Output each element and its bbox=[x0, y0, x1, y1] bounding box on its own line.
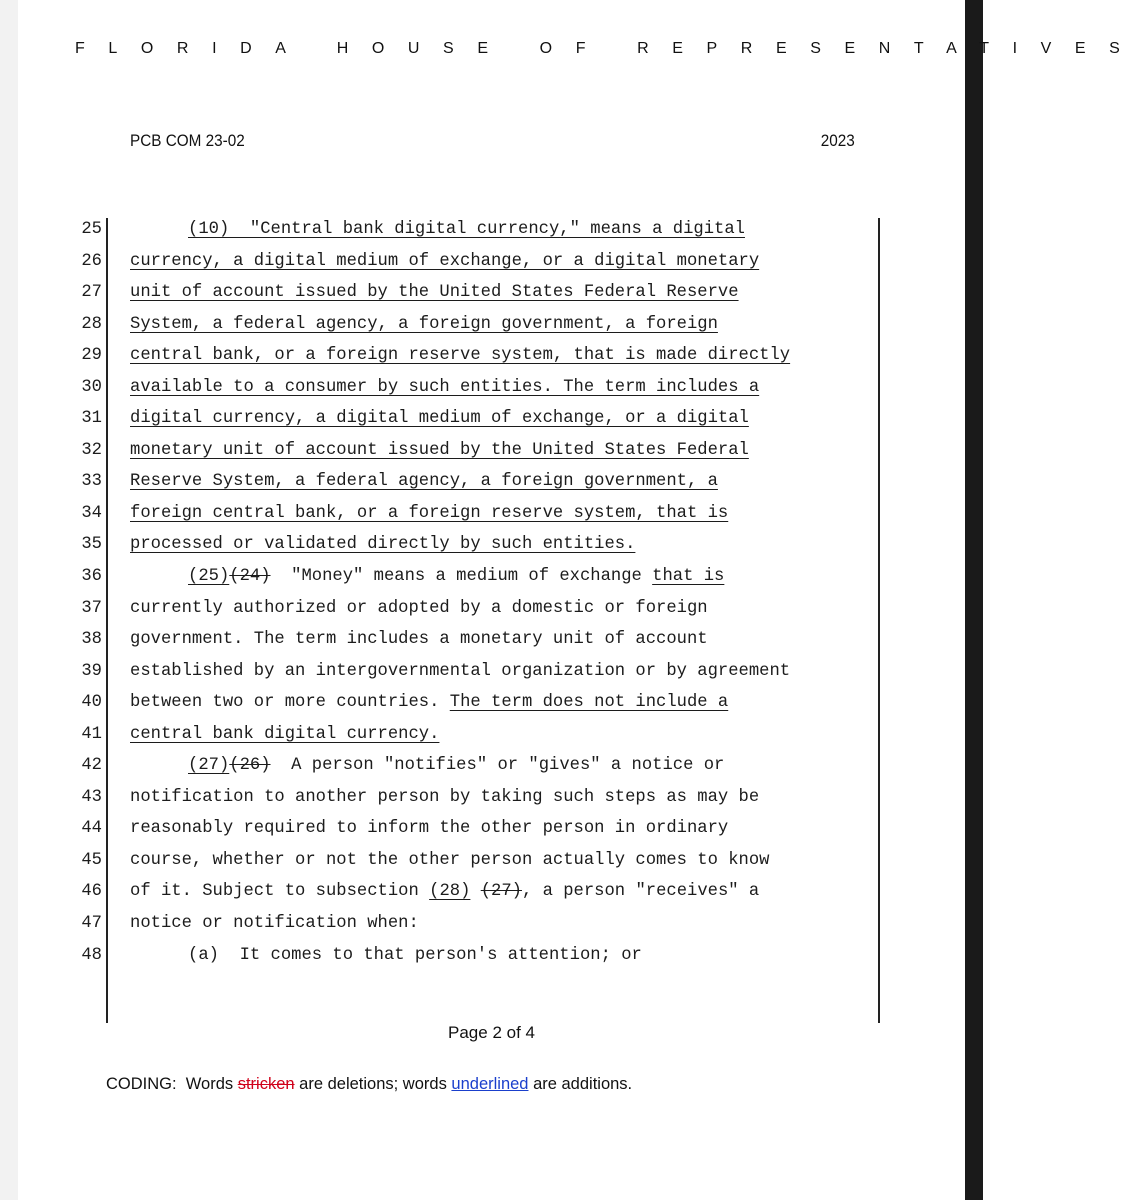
coding-suffix: are additions. bbox=[528, 1075, 633, 1093]
bill-line bbox=[0, 469, 983, 501]
line-number: 35 bbox=[81, 535, 102, 555]
line-text bbox=[130, 252, 759, 271]
line-text bbox=[130, 693, 728, 712]
added-text: digital currency, a digital medium of exchange, or a digital bbox=[130, 409, 749, 429]
existing-text: , a person "receives" a bbox=[521, 882, 760, 902]
added-text: available to a consumer by such entities. The term includes a bbox=[130, 377, 760, 397]
line-number: 47 bbox=[81, 914, 102, 934]
line-text bbox=[130, 346, 790, 365]
line-number: 48 bbox=[81, 945, 102, 965]
bill-line bbox=[0, 627, 983, 659]
added-text: (10) "Central bank digital currency," means a digital bbox=[188, 220, 745, 239]
line-number: 26 bbox=[81, 251, 102, 271]
bill-line bbox=[0, 690, 983, 722]
bill-line bbox=[0, 343, 983, 375]
line-number: 43 bbox=[81, 787, 102, 807]
line-text bbox=[130, 283, 739, 302]
line-text bbox=[130, 819, 728, 838]
line-number: 34 bbox=[81, 503, 102, 523]
added-text: (27) bbox=[188, 756, 230, 776]
bill-id: PCB COM 23-02 bbox=[130, 131, 245, 150]
coding-underlined-example: underlined bbox=[451, 1075, 529, 1093]
bill-line bbox=[0, 816, 983, 848]
bill-line bbox=[0, 249, 983, 281]
added-text: currency, a digital medium of exchange, or a digital monetary bbox=[130, 251, 760, 271]
line-text bbox=[130, 535, 635, 554]
added-text: The term does not include a bbox=[449, 693, 729, 713]
existing-text: established by an intergovernmental organization or by agreement bbox=[130, 661, 791, 681]
line-text bbox=[130, 599, 708, 618]
added-text: unit of account issued by the United States Federal Reserve bbox=[130, 283, 739, 303]
line-number: 31 bbox=[81, 409, 102, 429]
bill-line bbox=[0, 879, 983, 911]
coding-middle: are deletions; words bbox=[294, 1075, 452, 1093]
line-number: 39 bbox=[81, 661, 102, 681]
added-text: foreign central bank, or a foreign reserve system, that is bbox=[130, 503, 729, 523]
line-text bbox=[130, 378, 759, 397]
bill-line bbox=[0, 280, 983, 312]
bill-text bbox=[0, 217, 983, 974]
bill-line bbox=[0, 722, 983, 754]
bill-line bbox=[0, 438, 983, 470]
existing-text: between two or more countries. bbox=[130, 693, 450, 713]
added-text: that is bbox=[652, 567, 725, 587]
existing-text: government. The term includes a monetary unit of account bbox=[130, 630, 708, 650]
line-text bbox=[130, 504, 728, 523]
line-text bbox=[130, 662, 790, 681]
bill-line bbox=[0, 659, 983, 691]
existing-text: notification to another person by taking such steps as may be bbox=[130, 787, 760, 807]
line-number: 33 bbox=[81, 472, 102, 492]
line-number: 46 bbox=[81, 882, 102, 902]
line-text bbox=[188, 756, 724, 775]
line-number: 36 bbox=[81, 567, 102, 587]
line-number: 28 bbox=[81, 314, 102, 334]
line-text bbox=[130, 315, 718, 334]
line-text bbox=[130, 851, 769, 870]
line-number: 32 bbox=[81, 440, 102, 460]
existing-text: reasonably required to inform the other person in ordinary bbox=[130, 819, 729, 839]
added-text: (28) bbox=[429, 882, 471, 902]
line-text bbox=[130, 409, 749, 428]
line-text bbox=[130, 472, 718, 491]
line-text bbox=[130, 788, 759, 807]
bill-year: 2023 bbox=[820, 131, 855, 150]
line-text bbox=[130, 914, 419, 933]
coding-prefix: CODING: Words bbox=[106, 1075, 238, 1093]
bill-line bbox=[0, 564, 983, 596]
line-number: 41 bbox=[81, 724, 102, 744]
existing-text bbox=[470, 882, 480, 901]
bill-line bbox=[0, 596, 983, 628]
existing-text: course, whether or not the other person actually comes to know bbox=[130, 850, 770, 870]
line-number: 44 bbox=[81, 819, 102, 839]
line-number: 45 bbox=[81, 850, 102, 870]
bill-line bbox=[0, 375, 983, 407]
bill-line bbox=[0, 217, 983, 249]
line-text bbox=[188, 220, 745, 239]
line-number: 30 bbox=[81, 377, 102, 397]
deleted-text: (27) bbox=[480, 882, 522, 902]
existing-text: "Money" means a medium of exchange bbox=[270, 567, 653, 587]
line-number: 27 bbox=[81, 283, 102, 303]
line-text bbox=[130, 725, 439, 744]
line-number: 40 bbox=[81, 693, 102, 713]
line-number: 25 bbox=[81, 220, 102, 239]
deleted-text: (26) bbox=[229, 756, 271, 776]
added-text: System, a federal agency, a foreign government, a foreign bbox=[130, 314, 718, 334]
bill-line bbox=[0, 406, 983, 438]
line-number: 42 bbox=[81, 756, 102, 776]
bill-line bbox=[0, 943, 983, 975]
line-text bbox=[130, 441, 749, 460]
existing-text: (a) It comes to that person's attention; or bbox=[188, 945, 642, 965]
bill-line bbox=[0, 501, 983, 533]
existing-text: A person "notifies" or "gives" a notice or bbox=[270, 756, 725, 776]
coding-legend bbox=[106, 1075, 632, 1094]
deleted-text: (24) bbox=[229, 567, 271, 587]
line-number: 29 bbox=[81, 346, 102, 366]
bill-line bbox=[0, 911, 983, 943]
bill-line bbox=[0, 785, 983, 817]
bill-line bbox=[0, 312, 983, 344]
added-text: central bank digital currency. bbox=[130, 724, 440, 744]
added-text: central bank, or a foreign reserve system, that is made directly bbox=[130, 346, 791, 366]
house-title: FLORIDA HOUSE OF REPRESENTATIVES bbox=[75, 40, 1143, 57]
line-number: 37 bbox=[81, 598, 102, 618]
coding-stricken-example: stricken bbox=[237, 1075, 295, 1093]
bill-line bbox=[0, 753, 983, 785]
existing-text: of it. Subject to subsection bbox=[130, 882, 430, 902]
existing-text: notice or notification when: bbox=[130, 914, 419, 934]
page-number: Page 2 of 4 bbox=[448, 1023, 535, 1042]
added-text: Reserve System, a federal agency, a foreign government, a bbox=[130, 472, 718, 492]
line-text bbox=[188, 946, 642, 965]
existing-text: currently authorized or adopted by a domestic or foreign bbox=[130, 598, 708, 618]
line-text bbox=[188, 567, 724, 586]
line-number: 38 bbox=[81, 630, 102, 650]
added-text: processed or validated directly by such entities. bbox=[130, 535, 636, 555]
added-text: (25) bbox=[188, 567, 230, 587]
bill-line bbox=[0, 848, 983, 880]
bill-line bbox=[0, 532, 983, 564]
line-text bbox=[130, 882, 759, 901]
line-text bbox=[130, 630, 708, 649]
added-text: monetary unit of account issued by the United States Federal bbox=[130, 440, 749, 460]
